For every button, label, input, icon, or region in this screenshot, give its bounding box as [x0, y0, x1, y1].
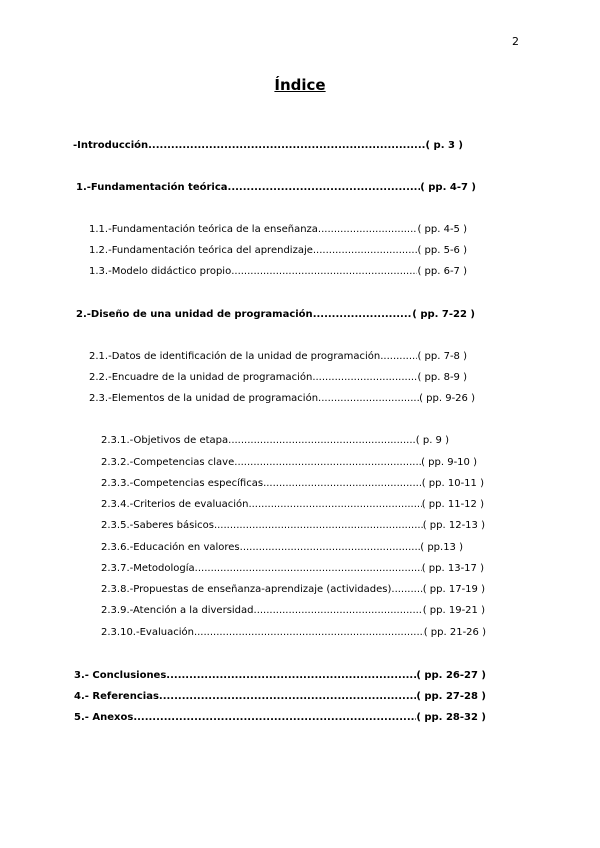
- toc-entry-pages: ( pp.13 ): [420, 542, 463, 553]
- toc-entry-pages: ( pp. 4-5 ): [417, 224, 467, 235]
- toc-entry-pages: ( pp. 28-32 ): [416, 712, 486, 723]
- toc-entry-2-3-8[interactable]: [101, 583, 485, 596]
- toc-entry-2-3-5[interactable]: [101, 519, 485, 532]
- toc-entry-label: 2.3.6.-Educación en valores: [101, 542, 240, 553]
- toc-entry-2-3-3[interactable]: [101, 477, 484, 490]
- dot-leader: [312, 371, 417, 384]
- toc-entry-3[interactable]: [74, 669, 486, 682]
- dot-leader: [313, 244, 418, 257]
- toc-entry-pages: ( pp. 9-10 ): [421, 457, 477, 468]
- toc-entry-label: 4.- Referencias: [74, 691, 159, 702]
- toc-entry-pages: ( pp. 6-7 ): [417, 266, 467, 277]
- toc-entry-pages: ( pp. 27-28 ): [416, 691, 486, 702]
- toc-entry-2-3-6[interactable]: [101, 541, 463, 554]
- toc-entry-pages: ( pp. 11-12 ): [421, 499, 484, 510]
- toc-entry-pages: ( pp. 8-9 ): [417, 372, 467, 383]
- toc-entry-label: 3.- Conclusiones: [74, 670, 167, 681]
- dot-leader: [240, 541, 421, 554]
- toc-entry-pages: ( p. 3 ): [425, 140, 463, 151]
- toc-entry-label: 2.3.7.-Metodología: [101, 563, 195, 574]
- toc-entry-2-3-10[interactable]: [101, 626, 486, 639]
- toc-entry-label: 2.3.10.-Evaluación: [101, 627, 194, 638]
- toc-entry-2-3-4[interactable]: [101, 498, 484, 511]
- toc-entry-pages: ( pp. 12-13 ): [422, 520, 485, 531]
- dot-leader: [313, 308, 413, 321]
- dot-leader: [254, 604, 423, 617]
- toc-entry-2-3-9[interactable]: [101, 604, 485, 617]
- toc-entry-2-3-2[interactable]: [101, 456, 477, 469]
- toc-entry-2-3[interactable]: [89, 392, 475, 405]
- toc-entry-pages: ( pp. 26-27 ): [416, 670, 486, 681]
- toc-entry-2-3-1[interactable]: [101, 434, 449, 447]
- toc-entry-label: 2.-Diseño de una unidad de programación: [76, 309, 313, 320]
- toc-entry-label: 2.3.9.-Atención a la diversidad: [101, 605, 254, 616]
- toc-entry-pages: ( p. 9 ): [415, 435, 449, 446]
- toc-entry-pages: ( pp. 17-19 ): [422, 584, 485, 595]
- dot-leader: [194, 626, 424, 639]
- toc-entry-1[interactable]: [76, 181, 476, 194]
- toc-entry-pages: ( pp. 9-26 ): [419, 393, 475, 404]
- toc-entry-label: 2.3.2.-Competencias clave: [101, 457, 235, 468]
- toc-entry-pages: ( pp. 7-22 ): [412, 309, 475, 320]
- dot-leader: [234, 456, 421, 469]
- toc-entry-label: 2.3.4.-Criterios de evaluación: [101, 499, 249, 510]
- toc-entry-label: 2.1.-Datos de identificación de la unidad de programación: [89, 351, 381, 362]
- dot-leader: [231, 265, 417, 278]
- toc-entry-label: 2.3.1.-Objetivos de etapa: [101, 435, 229, 446]
- dot-leader: [159, 690, 416, 703]
- page-number: 2: [512, 35, 519, 48]
- dot-leader: [318, 392, 419, 405]
- toc-entry-pages: ( pp. 5-6 ): [417, 245, 467, 256]
- toc-entry-2-3-7[interactable]: [101, 562, 484, 575]
- dot-leader: [318, 223, 418, 236]
- toc-entry-label: 2.3.3.-Competencias específicas: [101, 478, 264, 489]
- page-title: Índice: [274, 76, 326, 94]
- toc-entry-1-3[interactable]: [89, 265, 467, 278]
- toc-entry-label: 2.3.5.-Saberes básicos: [101, 520, 214, 531]
- toc-entry-label: 2.2.-Encuadre de la unidad de programación: [89, 372, 313, 383]
- toc-entry-label: 2.3.-Elementos de la unidad de programación: [89, 393, 319, 404]
- dot-leader: [248, 498, 421, 511]
- toc-entry-label: 2.3.8.-Propuestas de enseñanza-aprendizaje (actividades): [101, 584, 392, 595]
- toc-entry-label: 1.3.-Modelo didáctico propio: [89, 266, 232, 277]
- toc-entry-label: -Introducción: [73, 140, 149, 151]
- toc-entry-4[interactable]: [74, 690, 486, 703]
- toc-entry-pages: ( pp. 10-11 ): [421, 478, 484, 489]
- dot-leader: [228, 181, 421, 194]
- dot-leader: [263, 477, 422, 490]
- toc-entry-pages: ( pp. 21-26 ): [423, 627, 486, 638]
- toc-entry-2-1[interactable]: [89, 350, 467, 363]
- toc-entry-1-1[interactable]: [89, 223, 467, 236]
- dot-leader: [166, 669, 416, 682]
- dot-leader: [214, 519, 423, 532]
- toc-entry-pages: ( pp. 19-21 ): [422, 605, 485, 616]
- toc-entry-label: 1.-Fundamentación teórica: [76, 182, 228, 193]
- dot-leader: [228, 434, 416, 447]
- dot-leader: [391, 583, 422, 596]
- toc-entry-2-2[interactable]: [89, 371, 467, 384]
- toc-entry-pages: ( pp. 13-17 ): [421, 563, 484, 574]
- dot-leader: [380, 350, 417, 363]
- toc-entry-1-2[interactable]: [89, 244, 467, 257]
- toc-entry-introduccion[interactable]: [73, 139, 463, 152]
- toc-entry-5[interactable]: [74, 711, 486, 724]
- toc-entry-label: 5.- Anexos: [74, 712, 134, 723]
- toc-entry-label: 1.1.-Fundamentación teórica de la enseñanza: [89, 224, 318, 235]
- dot-leader: [133, 711, 416, 724]
- toc-entry-pages: ( pp. 4-7 ): [420, 182, 476, 193]
- toc-entry-label: 1.2.-Fundamentación teórica del aprendizaje: [89, 245, 313, 256]
- toc-entry-2[interactable]: [76, 308, 475, 321]
- toc-entry-pages: ( pp. 7-8 ): [417, 351, 467, 362]
- dot-leader: [148, 139, 425, 152]
- dot-leader: [195, 562, 422, 575]
